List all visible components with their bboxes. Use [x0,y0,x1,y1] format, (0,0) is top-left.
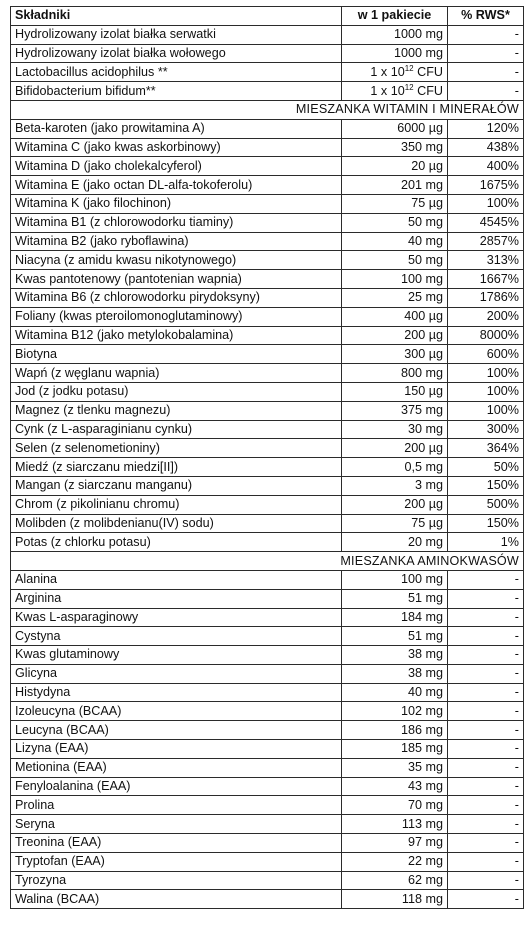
table-row [11,514,524,533]
ingredient-name: Bifidobacterium bifidum** [11,82,342,101]
amount-exponent: 12 [404,63,414,73]
ingredient-name: Magnez (z tlenku magnezu) [11,401,342,420]
ingredient-rws: 8000% [448,326,524,345]
ingredient-name: Arginina [11,589,342,608]
ingredient-name: Potas (z chlorku potasu) [11,533,342,552]
ingredient-amount: 75 µg [342,514,448,533]
section-title: MIESZANKA WITAMIN I MINERAŁÓW [11,100,524,119]
table-row [11,740,524,759]
ingredient-rws: 438% [448,138,524,157]
ingredient-amount: 51 mg [342,589,448,608]
ingredient-name: Beta-karoten (jako prowitamina A) [11,119,342,138]
ingredient-name: Witamina B1 (z chlorowodorku tiaminy) [11,213,342,232]
table-row [11,815,524,834]
ingredient-name: Witamina B12 (jako metylokobalamina) [11,326,342,345]
table-row [11,138,524,157]
ingredient-amount: 186 mg [342,721,448,740]
ingredient-amount: 300 µg [342,345,448,364]
ingredient-rws: - [448,796,524,815]
ingredient-name: Hydrolizowany izolat białka serwatki [11,25,342,44]
ingredient-amount: 6000 µg [342,119,448,138]
ingredient-rws: - [448,834,524,853]
ingredient-rws: - [448,740,524,759]
table-header-row [11,7,524,26]
ingredient-name: Treonina (EAA) [11,834,342,853]
header-ingredient: Składniki [11,7,342,26]
ingredient-amount: 800 mg [342,364,448,383]
ingredient-name: Lactobacillus acidophilus ** [11,63,342,82]
ingredient-rws: - [448,815,524,834]
ingredient-rws: - [448,852,524,871]
section-title: MIESZANKA AMINOKWASÓW [11,552,524,571]
ingredient-name: Mangan (z siarczanu manganu) [11,476,342,495]
ingredient-name: Izoleucyna (BCAA) [11,702,342,721]
ingredient-amount: 201 mg [342,176,448,195]
table-row [11,683,524,702]
ingredient-amount: 100 mg [342,570,448,589]
ingredient-name: Miedź (z siarczanu miedzi[II]) [11,458,342,477]
ingredient-amount: 35 mg [342,758,448,777]
ingredient-rws: 364% [448,439,524,458]
ingredient-rws: - [448,721,524,740]
ingredient-name: Niacyna (z amidu kwasu nikotynowego) [11,251,342,270]
table-row [11,608,524,627]
ingredient-rws: - [448,683,524,702]
ingredient-amount: 50 mg [342,213,448,232]
ingredient-rws: - [448,777,524,796]
amount-exponent: 12 [404,82,414,92]
ingredient-rws: 100% [448,382,524,401]
ingredient-name: Witamina D (jako cholekalcyferol) [11,157,342,176]
table-row [11,890,524,909]
amount-base: 1 x 10 [370,83,405,98]
ingredient-name: Glicyna [11,664,342,683]
ingredient-amount: 3 mg [342,476,448,495]
table-row [11,44,524,63]
table-row [11,664,524,683]
ingredient-name: Cynk (z L-asparaginianu cynku) [11,420,342,439]
table-row [11,326,524,345]
table-row [11,345,524,364]
ingredient-amount: 400 µg [342,307,448,326]
ingredient-amount: 38 mg [342,646,448,665]
table-row [11,834,524,853]
table-row [11,364,524,383]
ingredient-amount: 30 mg [342,420,448,439]
ingredient-amount: 1000 mg [342,44,448,63]
ingredient-rws: 1786% [448,288,524,307]
ingredient-name: Tryptofan (EAA) [11,852,342,871]
table-row [11,646,524,665]
ingredient-name: Lizyna (EAA) [11,740,342,759]
table-row [11,570,524,589]
table-row [11,176,524,195]
ingredient-rws: 600% [448,345,524,364]
ingredient-name: Witamina K (jako filochinon) [11,194,342,213]
table-row [11,232,524,251]
ingredient-rws: - [448,702,524,721]
table-row [11,495,524,514]
ingredient-amount: 350 mg [342,138,448,157]
table-row [11,777,524,796]
amount-unit: CFU [417,83,443,98]
nutrition-table-wrapper [10,6,524,909]
ingredient-rws: 100% [448,194,524,213]
ingredient-rws: 100% [448,401,524,420]
ingredient-name: Prolina [11,796,342,815]
ingredient-rws: - [448,82,524,101]
table-row [11,307,524,326]
ingredient-amount: 200 µg [342,439,448,458]
ingredient-rws: 1675% [448,176,524,195]
table-row [11,82,524,101]
ingredient-name: Selen (z selenometioniny) [11,439,342,458]
ingredient-name: Hydrolizowany izolat białka wołowego [11,44,342,63]
ingredient-name: Histydyna [11,683,342,702]
table-row [11,533,524,552]
table-row [11,251,524,270]
ingredient-rws: 313% [448,251,524,270]
ingredient-name: Wapń (z węglanu wapnia) [11,364,342,383]
ingredient-rws: 200% [448,307,524,326]
ingredient-rws: - [448,25,524,44]
header-rws: % RWS* [448,7,524,26]
ingredient-rws: 150% [448,514,524,533]
ingredient-amount: 102 mg [342,702,448,721]
ingredient-name: Kwas glutaminowy [11,646,342,665]
ingredient-name: Kwas pantotenowy (pantotenian wapnia) [11,270,342,289]
ingredient-name: Witamina B6 (z chlorowodorku pirydoksyny) [11,288,342,307]
ingredient-amount: 62 mg [342,871,448,890]
table-row [11,288,524,307]
ingredient-amount: 200 µg [342,495,448,514]
table-row [11,270,524,289]
table-row [11,852,524,871]
ingredient-amount: 70 mg [342,796,448,815]
table-row [11,589,524,608]
ingredient-amount: 20 µg [342,157,448,176]
ingredient-name: Tyrozyna [11,871,342,890]
ingredient-name: Seryna [11,815,342,834]
section-header-vitamins [11,100,524,119]
ingredient-name: Witamina C (jako kwas askorbinowy) [11,138,342,157]
ingredient-name: Foliany (kwas pteroilomonoglutaminowy) [11,307,342,326]
ingredient-name: Walina (BCAA) [11,890,342,909]
ingredient-name: Witamina E (jako octan DL-alfa-tokoferolu) [11,176,342,195]
ingredient-amount: 20 mg [342,533,448,552]
ingredient-amount: 184 mg [342,608,448,627]
table-row [11,194,524,213]
ingredient-rws: 2857% [448,232,524,251]
ingredient-amount: 118 mg [342,890,448,909]
ingredient-amount: 185 mg [342,740,448,759]
ingredient-rws: - [448,758,524,777]
ingredient-amount: 100 mg [342,270,448,289]
table-row [11,627,524,646]
ingredient-amount: 113 mg [342,815,448,834]
table-row [11,758,524,777]
ingredient-rws: 4545% [448,213,524,232]
ingredient-rws: - [448,871,524,890]
ingredient-amount: 150 µg [342,382,448,401]
ingredient-rws: 1% [448,533,524,552]
ingredient-amount [342,63,448,82]
table-row [11,458,524,477]
ingredient-rws: 150% [448,476,524,495]
header-amount: w 1 pakiecie [342,7,448,26]
table-row [11,213,524,232]
ingredient-rws: - [448,44,524,63]
ingredient-name: Biotyna [11,345,342,364]
ingredient-rws: 120% [448,119,524,138]
ingredient-rws: 1667% [448,270,524,289]
ingredient-amount: 1000 mg [342,25,448,44]
ingredient-amount: 50 mg [342,251,448,270]
ingredient-name: Kwas L-asparaginowy [11,608,342,627]
ingredient-rws: - [448,63,524,82]
amount-base: 1 x 10 [370,64,405,79]
ingredient-name: Chrom (z pikolinianu chromu) [11,495,342,514]
ingredient-name: Fenyloalanina (EAA) [11,777,342,796]
ingredient-name: Witamina B2 (jako ryboflawina) [11,232,342,251]
ingredient-rws: 500% [448,495,524,514]
table-row [11,796,524,815]
ingredient-amount: 22 mg [342,852,448,871]
ingredient-rws: - [448,570,524,589]
ingredient-amount [342,82,448,101]
ingredient-name: Molibden (z molibdenianu(IV) sodu) [11,514,342,533]
ingredient-rws: - [448,627,524,646]
table-row [11,401,524,420]
table-row [11,439,524,458]
table-row [11,119,524,138]
ingredient-amount: 75 µg [342,194,448,213]
table-row [11,420,524,439]
ingredient-amount: 97 mg [342,834,448,853]
ingredient-name: Cystyna [11,627,342,646]
table-row [11,721,524,740]
ingredient-rws: 300% [448,420,524,439]
ingredient-amount: 200 µg [342,326,448,345]
ingredient-name: Alanina [11,570,342,589]
table-row [11,63,524,82]
ingredient-rws: 100% [448,364,524,383]
table-row [11,25,524,44]
ingredient-rws: 400% [448,157,524,176]
table-row [11,476,524,495]
ingredient-rws: - [448,664,524,683]
nutrition-table [10,6,524,909]
table-row [11,702,524,721]
ingredient-rws: 50% [448,458,524,477]
ingredient-rws: - [448,589,524,608]
amount-unit: CFU [417,64,443,79]
ingredient-amount: 25 mg [342,288,448,307]
ingredient-amount: 0,5 mg [342,458,448,477]
ingredient-amount: 375 mg [342,401,448,420]
ingredient-rws: - [448,890,524,909]
section-header-amino [11,552,524,571]
table-row [11,157,524,176]
ingredient-name: Leucyna (BCAA) [11,721,342,740]
table-row [11,871,524,890]
ingredient-amount: 43 mg [342,777,448,796]
ingredient-name: Metionina (EAA) [11,758,342,777]
ingredient-amount: 40 mg [342,232,448,251]
table-row [11,382,524,401]
ingredient-amount: 51 mg [342,627,448,646]
ingredient-rws: - [448,608,524,627]
ingredient-amount: 40 mg [342,683,448,702]
ingredient-name: Jod (z jodku potasu) [11,382,342,401]
ingredient-rws: - [448,646,524,665]
ingredient-amount: 38 mg [342,664,448,683]
